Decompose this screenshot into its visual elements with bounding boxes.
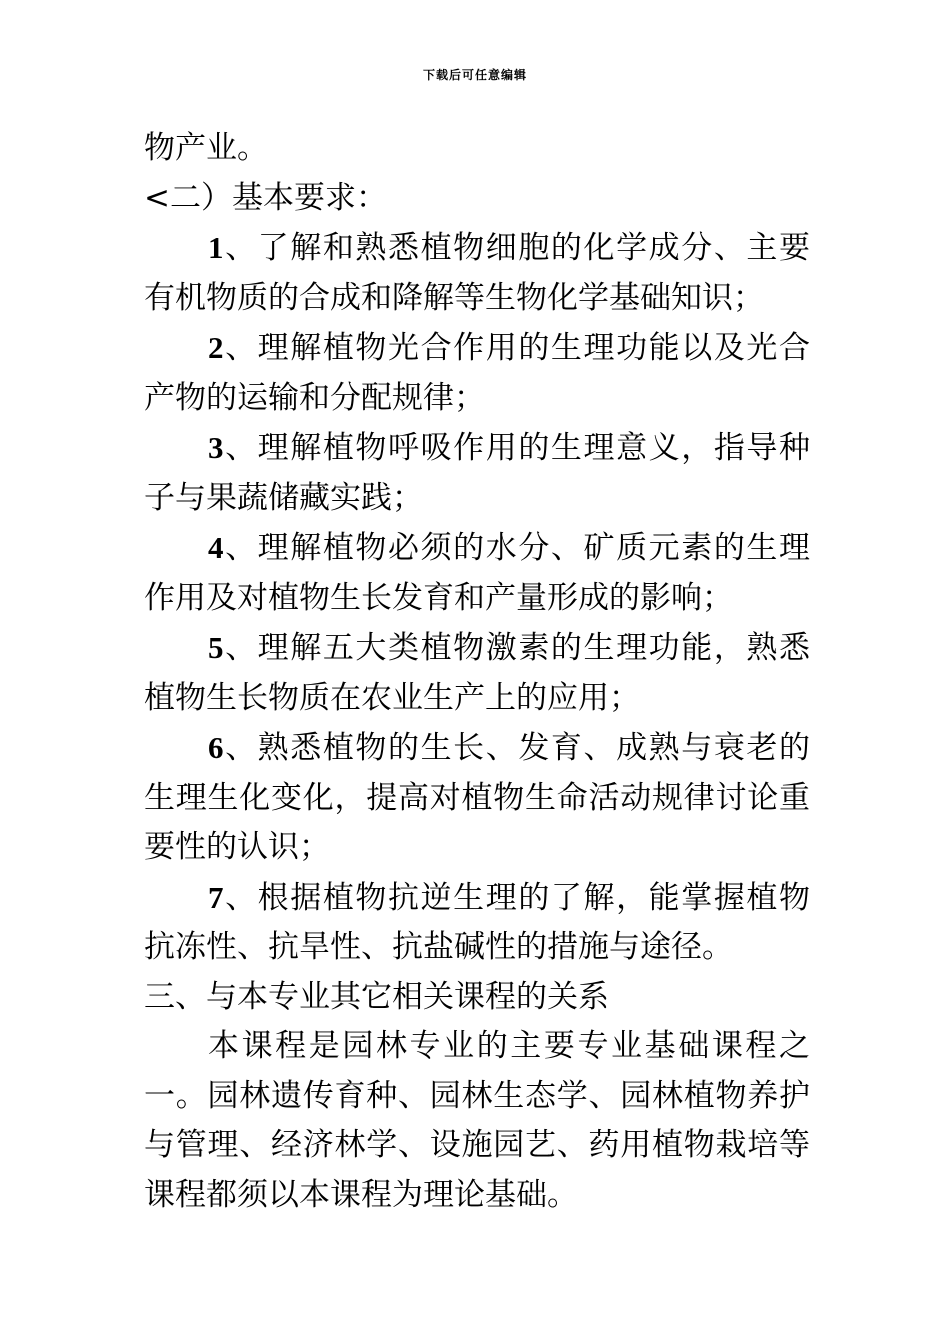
document-body (144, 124, 810, 1220)
item-text: 、理解植物必须的水分、矿质元素的生理作用及对植物生长发育和产量形成的影响； (144, 530, 810, 616)
requirement-item-1 (144, 223, 810, 323)
paragraph-continuation (144, 124, 810, 174)
item-text: 、熟悉植物的生长、发育、成熟与衰老的生理生化变化，提高对植物生命活动规律讨论重要性的认识； (144, 730, 810, 865)
item-number: 4 (208, 530, 224, 565)
paragraph-course-relation (144, 1022, 810, 1220)
requirement-item-7 (144, 873, 810, 973)
item-text: 、了解和熟悉植物细胞的化学成分、主要有机物质的合成和降解等生物化学基础知识； (144, 230, 810, 316)
requirement-item-5 (144, 623, 810, 723)
item-text: 、理解植物光合作用的生理功能以及光合产物的运输和分配规律； (144, 330, 810, 416)
paragraph-text: 本课程是园林专业的主要专业基础课程之一。园林遗传育种、园林生态学、园林植物养护与管理、经济林学、设施园艺、药用植物栽培等课程都须以本课程为理论基础。 (144, 1028, 810, 1213)
item-number: 6 (208, 730, 224, 765)
item-text: 、根据植物抗逆生理的了解，能掌握植物抗冻性、抗旱性、抗盐碱性的措施与途径。 (144, 879, 810, 965)
item-number: 1 (208, 230, 224, 265)
item-text: 、理解植物呼吸作用的生理意义，指导种子与果蔬储藏实践； (144, 430, 810, 516)
requirement-item-2 (144, 323, 810, 423)
page-header: 下载后可任意编辑 (422, 68, 527, 82)
requirement-item-4 (144, 523, 810, 623)
section-heading-basic-requirements (144, 174, 810, 224)
item-number: 7 (208, 879, 224, 915)
requirement-item-6 (144, 723, 810, 873)
paragraph-text: 物产业。 (144, 130, 268, 166)
item-text: 、理解五大类植物激素的生理功能，熟悉植物生长物质在农业生产上的应用； (144, 630, 810, 716)
heading-text: 三、与本专业其它相关课程的关系 (144, 978, 609, 1015)
section-heading-related-courses (144, 973, 810, 1023)
item-number: 3 (208, 430, 224, 465)
item-number: 2 (208, 330, 224, 365)
item-number: 5 (208, 630, 224, 665)
heading-text: <二）基本要求： (144, 179, 387, 216)
requirement-item-3 (144, 423, 810, 523)
